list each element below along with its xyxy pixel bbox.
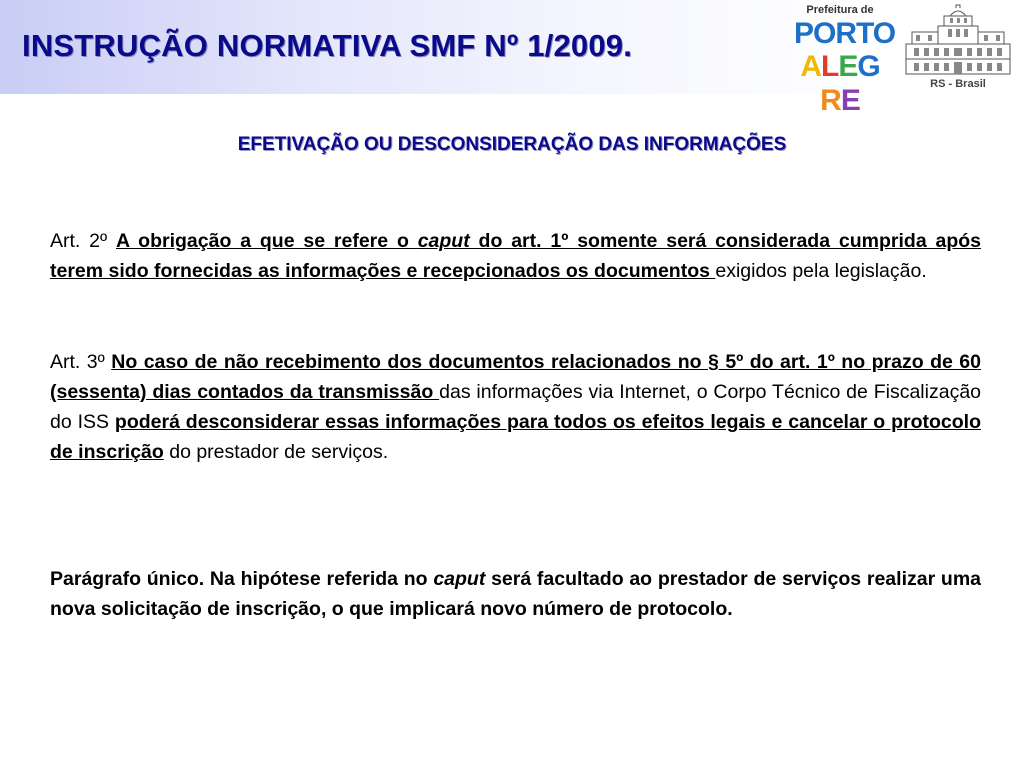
- logo-letter: E: [840, 84, 860, 117]
- rs-brasil-label: RS - Brasil: [930, 78, 986, 90]
- logo-letter: G: [857, 50, 880, 83]
- city-hall-building-logo: [898, 4, 1018, 92]
- paragrafo-caput-italic: caput: [433, 568, 486, 590]
- header-band: [0, 0, 1024, 117]
- logo-alegre-text: [794, 50, 886, 118]
- logo-porto-text: PORTO: [794, 17, 896, 50]
- art-3-middle-text: das informações via Internet, o Corpo Técnico de Fiscalização do ISS: [50, 381, 982, 433]
- art-2-paragraph: [50, 226, 981, 286]
- section-subtitle: EFETIVAÇÃO OU DESCONSIDERAÇÃO DAS INFORMAÇÕES: [237, 134, 787, 155]
- art-2-prefix: Art. 2º: [50, 230, 116, 252]
- logo-letter: A: [800, 50, 821, 83]
- paragrafo-unico: [50, 564, 981, 624]
- paragrafo-text-1: Parágrafo único. Na hipótese referida no: [50, 568, 434, 590]
- logo-letter: L: [820, 50, 839, 83]
- logo-letter: E: [838, 50, 858, 83]
- city-hall-building-icon: [898, 4, 1018, 78]
- logo-letter: R: [820, 84, 841, 117]
- logo-prefeitura-text: Prefeitura de: [806, 4, 874, 16]
- paragrafo-text-2: será facultado ao prestador de serviços realizar uma nova solicitação de inscrição, o que implicará novo número de protocolo.: [50, 568, 981, 620]
- art-3-prefix: Art. 3º: [50, 351, 112, 373]
- art-3-rest-text: do prestador de serviços.: [163, 441, 389, 463]
- page-title: INSTRUÇÃO NORMATIVA SMF Nº 1/2009.: [22, 28, 633, 63]
- art-3-paragraph: [50, 347, 981, 467]
- art-3-underlined-text-2: poderá desconsiderar essas informações para todos os efeitos legais e cancelar o protocolo de inscrição: [50, 411, 981, 463]
- art-2-underlined-text: A obrigação a que se refere o: [115, 230, 418, 252]
- art-2-underlined-text-cont: do art. 1º somente será considerada cumprida após terem sido fornecidas as informações e recepcionados os documentos: [50, 230, 982, 282]
- art-2-rest-text: exigidos pela legislação.: [715, 260, 927, 282]
- prefeitura-porto-alegre-logo: [792, 4, 896, 117]
- art-2-caput-italic: caput: [417, 230, 470, 252]
- art-3-underlined-text: No caso de não recebimento dos documentos relacionados no § 5º do art. 1º no prazo de 60 (sessenta) dias contados da transmissão: [50, 351, 981, 403]
